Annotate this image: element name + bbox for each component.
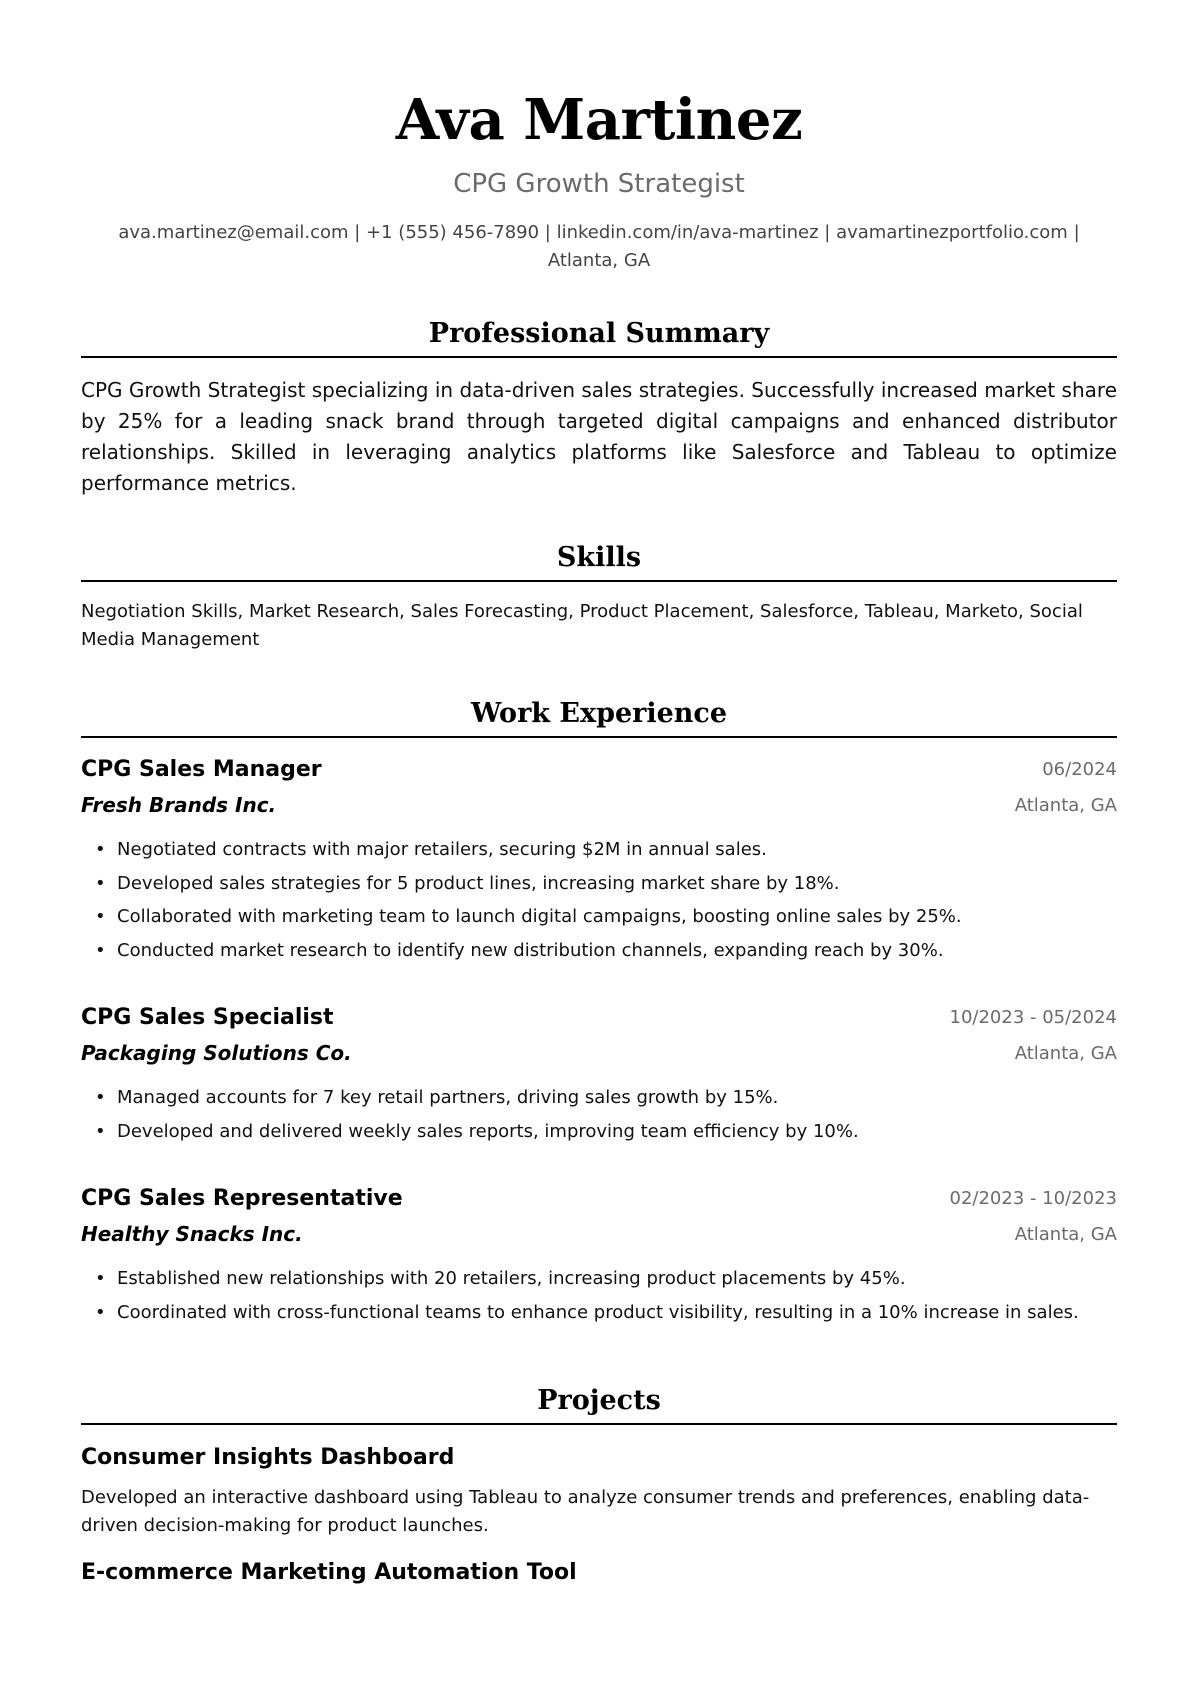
job-bullets: [81, 833, 1117, 967]
experience-heading: Work Experience: [470, 698, 728, 729]
job-date: 02/2023 - 10/2023: [949, 1188, 1117, 1209]
project-title: Consumer Insights Dashboard: [81, 1445, 455, 1470]
bullet-item: • Collaborated with marketing team to launch digital campaigns, boosting online sales by 25%.: [81, 900, 1117, 934]
skills-heading: Skills: [556, 542, 642, 573]
section-divider: [81, 580, 1117, 582]
summary-text: CPG Growth Strategist specializing in data-driven sales strategies. Successfully increased market share by 25% for a leading snack brand through targeted digital campaigns and enhanced distributor relationships. Skilled in leveraging analytics platforms like Salesforce and Tableau to optimize performance metrics.: [81, 378, 1117, 495]
bullet-item: • Negotiated contracts with major retailers, securing $2M in annual sales.: [81, 833, 1117, 867]
project-description: Developed an interactive dashboard using Tableau to analyze consumer trends and preferences, enabling data-driven decision-making for product launches.: [81, 1487, 1090, 1536]
contact-line: ava.martinez@email.com | +1 (555) 456-7890 | linkedin.com/in/ava-martinez | avamartinezportfolio.com |: [118, 222, 1080, 243]
projects-heading: Projects: [537, 1385, 661, 1416]
job-company: Packaging Solutions Co.: [81, 1041, 352, 1065]
job-company: Healthy Snacks Inc.: [81, 1222, 303, 1246]
job-location: Atlanta, GA: [1014, 1224, 1117, 1245]
job-title: CPG Sales Manager: [81, 757, 322, 782]
bullet-item: • Established new relationships with 20 retailers, increasing product placements by 45%.: [81, 1262, 1117, 1296]
job-date: 10/2023 - 05/2024: [949, 1007, 1117, 1028]
job-location: Atlanta, GA: [1014, 795, 1117, 816]
job-title: CPG Sales Specialist: [81, 1005, 334, 1030]
section-divider: [81, 736, 1117, 738]
job-company: Fresh Brands Inc.: [81, 793, 277, 817]
job-date: 06/2024: [1042, 759, 1117, 780]
section-divider: [81, 356, 1117, 358]
job-title: CPG Sales Representative: [81, 1186, 403, 1211]
candidate-title: CPG Growth Strategist: [453, 169, 745, 199]
project-title: E-commerce Marketing Automation Tool: [81, 1560, 577, 1585]
bullet-item: • Developed and delivered weekly sales reports, improving team efficiency by 10%.: [81, 1115, 1117, 1149]
job-bullets: [81, 1081, 1117, 1148]
bullet-item: • Conducted market research to identify new distribution channels, expanding reach by 30%.: [81, 934, 1117, 968]
contact-info: [81, 219, 1117, 275]
summary-heading: Professional Summary: [428, 318, 770, 349]
bullet-item: • Managed accounts for 7 key retail partners, driving sales growth by 15%.: [81, 1081, 1117, 1115]
bullet-item: • Coordinated with cross-functional teams to enhance product visibility, resulting in a 10% increase in sales.: [81, 1296, 1117, 1330]
contact-location: Atlanta, GA: [547, 250, 651, 271]
job-bullets: [81, 1262, 1117, 1329]
skills-list: Negotiation Skills, Market Research, Sales Forecasting, Product Placement, Salesforce, Tableau, Marketo, Social Media Management: [81, 601, 1083, 650]
bullet-item: • Developed sales strategies for 5 product lines, increasing market share by 18%.: [81, 867, 1117, 901]
job-location: Atlanta, GA: [1014, 1043, 1117, 1064]
section-divider: [81, 1423, 1117, 1425]
candidate-name: Ava Martinez: [395, 87, 803, 153]
